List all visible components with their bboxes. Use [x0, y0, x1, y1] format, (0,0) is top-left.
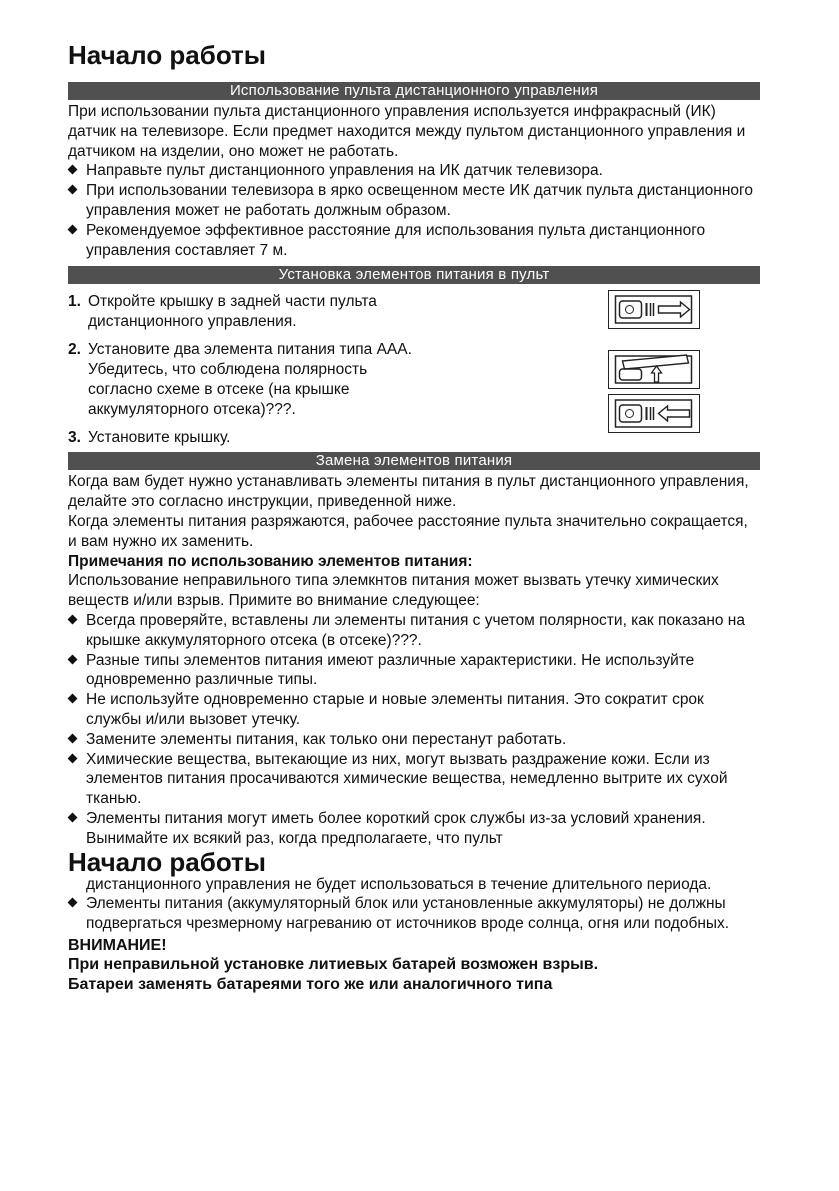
- section-heading-battery-install: Установка элементов питания в пульт: [68, 266, 760, 284]
- repeated-page-title: Начало работы: [68, 846, 266, 877]
- bullet-icon: [68, 185, 78, 195]
- battery-insert-icon: [608, 350, 700, 389]
- replace-para-2: Когда элементы питания разряжаются, рабочее расстояние пульта значительно сокращается, и вам нужно их заменить.: [68, 512, 748, 550]
- page-content: [68, 38, 760, 994]
- bullet-icon: [68, 812, 78, 822]
- bullet-icon: [68, 733, 78, 743]
- warning-line-1: При неправильной установке литиевых батарей возможен взрыв.: [68, 956, 599, 974]
- remote-intro: При использовании пульта дистанционного управления используется инфракрасный (ИК) датчик на телевизоре. Если предмет находится между пультом дистанционного управления и датчиком на изделии, оно может не работать.: [68, 103, 746, 160]
- step-1: 1. Откройте крышку в задней части пульта дистанционного управления.: [68, 293, 377, 331]
- section-heading-battery-replace: Замена элементов питания: [68, 452, 760, 470]
- list-item: Элементы питания (аккумуляторный блок или установленные аккумуляторы) не должны подвергаться чрезмерному нагреванию от источников вроде солнца, огня или подобных.: [68, 894, 760, 934]
- bullet-icon: [68, 898, 78, 908]
- list-item: Элементы питания могут иметь более короткий срок службы из-за условий хранения. Вынимайте их всякий раз, когда предполагаете, что пульт: [68, 809, 760, 849]
- battery-cover-open-icon: [608, 290, 700, 329]
- page-title: Начало работы: [68, 40, 266, 70]
- bullet-icon: [68, 753, 78, 763]
- install-steps: [68, 284, 760, 450]
- notes-title: Примечания по использованию элементов питания:: [68, 552, 473, 570]
- list-item: Замените элементы питания, как только они перестанут работать.: [68, 730, 760, 750]
- list-item: Не используйте одновременно старые и новые элементы питания. Это сократит срок службы и/или вызовет утечку.: [68, 690, 760, 730]
- battery-cover-close-icon: [608, 394, 700, 433]
- list-item: Химические вещества, вытекающие из них, могут вызвать раздражение кожи. Если из элементов питания просачиваются химические вещества, немедленно вытрите их сухой тканью.: [68, 750, 760, 809]
- warning-title: ВНИМАНИЕ!: [68, 936, 167, 954]
- list-item: При использовании телевизора в ярко освещенном месте ИК датчик пульта дистанционного управления может не работать должным образом.: [68, 181, 760, 221]
- step-2: 2. Установите два элемента питания типа AAA. Убедитесь, что соблюдена полярность согласно схеме в отсеке (на крышке аккумуляторного отсека)???.: [68, 341, 412, 418]
- step-3: 3. Установите крышку.: [68, 429, 231, 447]
- warning-line-2: Батареи заменять батареями того же или аналогичного типа: [68, 975, 553, 993]
- section-heading-remote: Использование пульта дистанционного управления: [68, 82, 760, 100]
- bullet-icon: [68, 224, 78, 234]
- replace-para-1: Когда вам будет нужно устанавливать элементы питания в пульт дистанционного управления, делайте это согласно инструкции, приведенной ниже.: [68, 473, 749, 511]
- list-item: Направьте пульт дистанционного управления на ИК датчик телевизора.: [68, 161, 760, 181]
- bullet-icon: [68, 615, 78, 625]
- bullet-icon: [68, 165, 78, 175]
- bullet-icon: [68, 654, 78, 664]
- list-item: Рекомендуемое эффективное расстояние для использования пульта дистанционного управления составляет 7 м.: [68, 221, 760, 261]
- list-item: Разные типы элементов питания имеют различные характеристики. Не используйте одновременно различные типы.: [68, 651, 760, 691]
- list-item-continued: дистанционного управления не будет использоваться в течение длительного периода.: [86, 875, 712, 893]
- notes-intro: Использование неправильного типа элемкнтов питания может вызвать утечку химических веществ и/или взрыв. Примите во внимание следующее:: [68, 572, 719, 610]
- list-item: Всегда проверяйте, вставлены ли элементы питания с учетом полярности, как показано на крышке аккумуляторного отсека (в отсеке)???.: [68, 611, 760, 651]
- bullet-icon: [68, 694, 78, 704]
